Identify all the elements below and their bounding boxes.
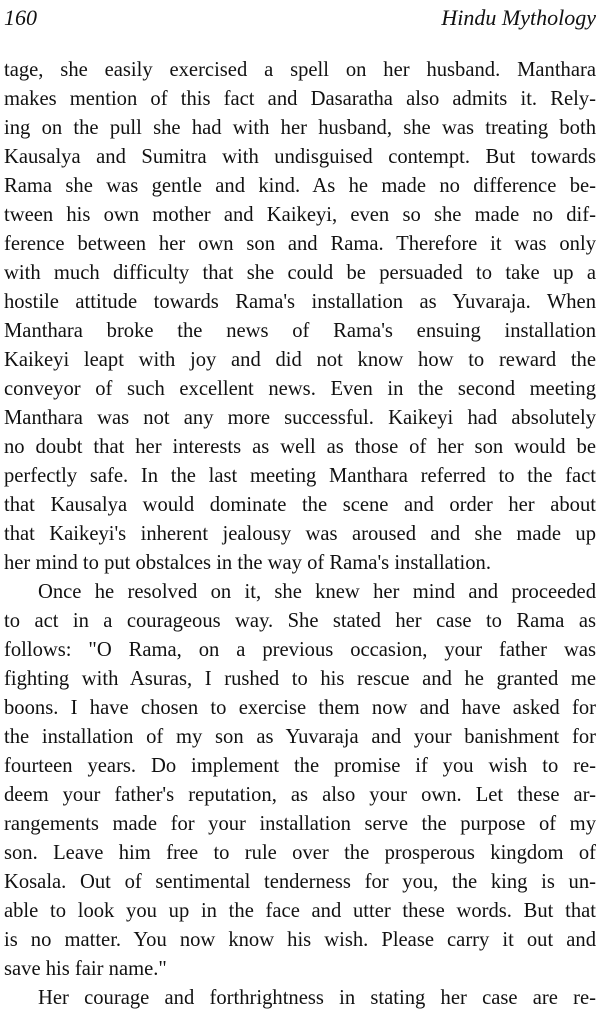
running-header	[4, 3, 596, 33]
text-line: to act in a courageous way. She stated her case to Rama as	[4, 610, 596, 632]
text-line: perfectly safe. In the last meeting Manthara referred to the fact	[4, 465, 596, 487]
paragraph-end-line: her mind to put obstalces in the way of Rama's installation.	[4, 552, 491, 574]
text-line: makes mention of this fact and Dasaratha also admits it. Rely-	[4, 88, 596, 110]
text-line: fighting with Asuras, I rushed to his rescue and he granted me	[4, 668, 596, 690]
text-line: with much difficulty that she could be persuaded to take up a	[4, 262, 596, 284]
paragraph-first-line: Once he resolved on it, she knew her mind and proceeded	[38, 581, 596, 603]
paragraph-first-line: Her courage and forthrightness in stating her case are re-	[38, 987, 596, 1009]
text-line: son. Leave him free to rule over the prosperous kingdom of	[4, 842, 596, 864]
text-line: follows: "O Rama, on a previous occasion, your father was	[4, 639, 596, 661]
text-line: rangements made for your installation serve the purpose of my	[4, 813, 596, 835]
text-line: is no matter. You now know his wish. Please carry it out and	[4, 929, 596, 951]
text-line: Manthara broke the news of Rama's ensuing installation	[4, 320, 596, 342]
book-title: Hindu Mythology	[441, 5, 596, 30]
text-line: hostile attitude towards Rama's installation as Yuvaraja. When	[4, 291, 596, 313]
text-line: that Kaikeyi's inherent jealousy was aroused and she made up	[4, 523, 596, 545]
text-line: able to look you up in the face and utter these words. But that	[4, 900, 596, 922]
text-line: Kosala. Out of sentimental tenderness for you, the king is un-	[4, 871, 596, 893]
text-line: Rama she was gentle and kind. As he made no difference be-	[4, 175, 596, 197]
text-line: no doubt that her interests as well as those of her son would be	[4, 436, 596, 458]
text-line: Manthara was not any more successful. Kaikeyi had absolutely	[4, 407, 596, 429]
text-line: deem your father's reputation, as also your own. Let these ar-	[4, 784, 596, 806]
text-line: the installation of my son as Yuvaraja and your banishment for	[4, 726, 596, 748]
text-line: ference between her own son and Rama. Therefore it was only	[4, 233, 596, 255]
text-line: fourteen years. Do implement the promise if you wish to re-	[4, 755, 596, 777]
text-line: that Kausalya would dominate the scene and order her about	[4, 494, 596, 516]
text-line: Kaikeyi leapt with joy and did not know how to reward the	[4, 349, 596, 371]
paragraph-end-line: save his fair name."	[4, 958, 167, 980]
text-line: boons. I have chosen to exercise them now and have asked for	[4, 697, 596, 719]
text-line: tage, she easily exercised a spell on her husband. Manthara	[4, 59, 596, 81]
page-number: 160	[4, 5, 37, 30]
text-line: tween his own mother and Kaikeyi, even so she made no dif-	[4, 204, 596, 226]
text-line: Kausalya and Sumitra with undisguised contempt. But towards	[4, 146, 596, 168]
text-line: ing on the pull she had with her husband, she was treating both	[4, 117, 596, 139]
text-line: conveyor of such excellent news. Even in the second meeting	[4, 378, 596, 400]
